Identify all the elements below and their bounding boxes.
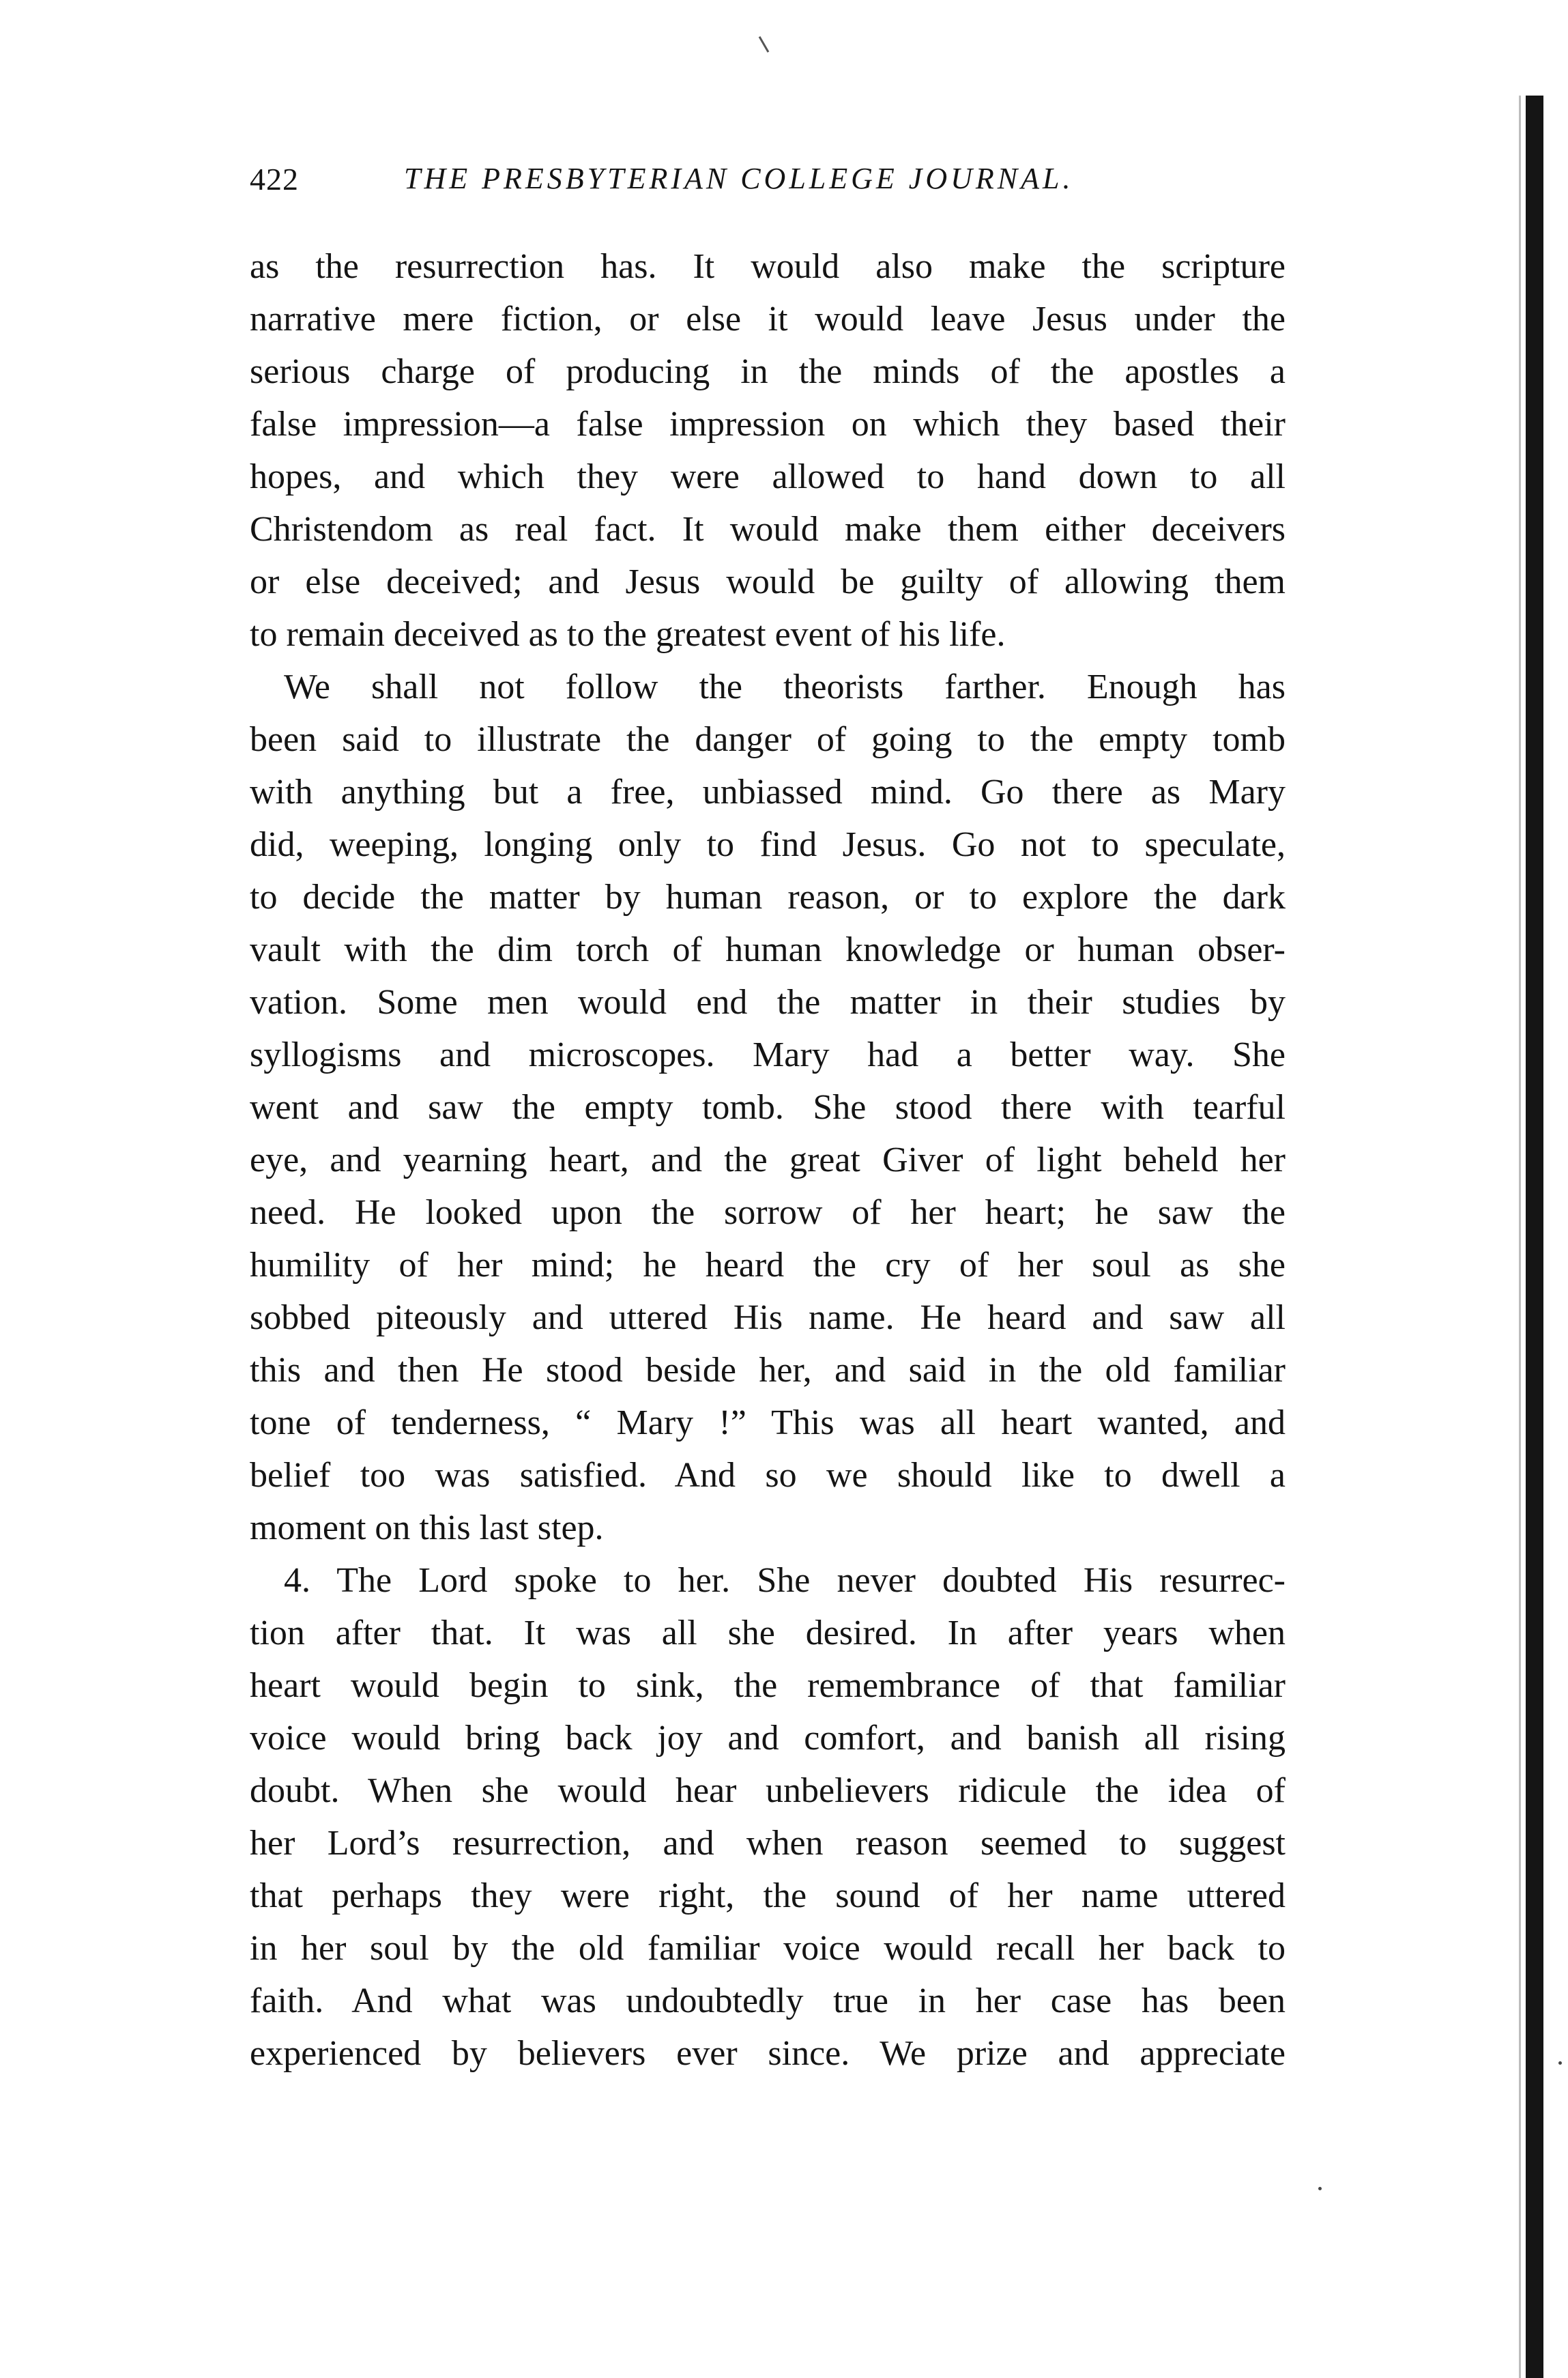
text-line: did, weeping, longing only to find Jesus. Go not to speculate, [250,825,1286,864]
scan-mark [759,36,770,53]
text-line: as the resurrection has. It would also make the scripture [250,247,1286,286]
scan-speck [1318,2187,1322,2190]
text-line: tone of tenderness, “ Mary !” This was all heart wanted, and [250,1403,1286,1442]
body-text [250,240,1286,2080]
page-number: 422 [250,162,299,197]
text-line: hopes, and which they were allowed to hand down to all [250,457,1286,496]
text-line: 4. The Lord spoke to her. She never doubted His resurrec- [284,1561,1286,1600]
text-line: sobbed piteously and uttered His name. He heard and saw all [250,1298,1286,1337]
text-line: to decide the matter by human reason, or to explore the dark [250,878,1286,917]
page-header [250,161,1287,209]
text-line: belief too was satisfied. And so we should like to dwell a [250,1456,1286,1495]
text-line: to remain deceived as to the greatest event of his life. [250,615,1006,654]
text-line: false impression—a false impression on which they based their [250,405,1286,444]
text-line: vation. Some men would end the matter in their studies by [250,983,1286,1022]
text-line: that perhaps they were right, the sound of her name uttered [250,1876,1286,1915]
text-line: vault with the dim torch of human knowledge or human obser- [250,930,1286,969]
running-head: THE PRESBYTERIAN COLLEGE JOURNAL. [404,162,1074,195]
text-line: Christendom as real fact. It would make them either deceivers [250,510,1286,549]
text-line: faith. And what was undoubtedly true in her case has been [250,1981,1286,2020]
text-line: need. He looked upon the sorrow of her heart; he saw the [250,1193,1286,1232]
text-line: eye, and yearning heart, and the great Giver of light beheld her [250,1141,1286,1179]
page-edge-line [1519,96,1521,2378]
text-line: syllogisms and microscopes. Mary had a better way. She [250,1035,1286,1074]
text-line: We shall not follow the theorists farther. Enough has [284,668,1286,706]
text-line: experienced by believers ever since. We prize and appreciate [250,2034,1286,2073]
text-line: doubt. When she would hear unbelievers ridicule the idea of [250,1771,1286,1810]
text-line: with anything but a free, unbiassed mind. Go there as Mary [250,773,1286,812]
text-line: voice would bring back joy and comfort, and banish all rising [250,1719,1286,1758]
text-line: serious charge of producing in the minds of the apostles a [250,352,1286,391]
text-line: been said to illustrate the danger of going to the empty tomb [250,720,1286,759]
text-line: her Lord’s resurrection, and when reason seemed to suggest [250,1824,1286,1863]
text-line: heart would begin to sink, the remembrance of that familiar [250,1666,1286,1705]
text-line: humility of her mind; he heard the cry of her soul as she [250,1246,1286,1285]
scan-speck [1558,2061,1562,2065]
text-line: or else deceived; and Jesus would be guilty of allowing them [250,562,1286,601]
text-line: this and then He stood beside her, and said in the old familiar [250,1351,1286,1390]
text-line: narrative mere fiction, or else it would leave Jesus under the [250,300,1286,339]
scan-binding-shadow [1526,96,1543,2378]
text-line: in her soul by the old familiar voice would recall her back to [250,1929,1286,1968]
text-line: went and saw the empty tomb. She stood there with tearful [250,1088,1286,1127]
text-line: tion after that. It was all she desired. In after years when [250,1614,1286,1652]
text-line: moment on this last step. [250,1508,604,1547]
